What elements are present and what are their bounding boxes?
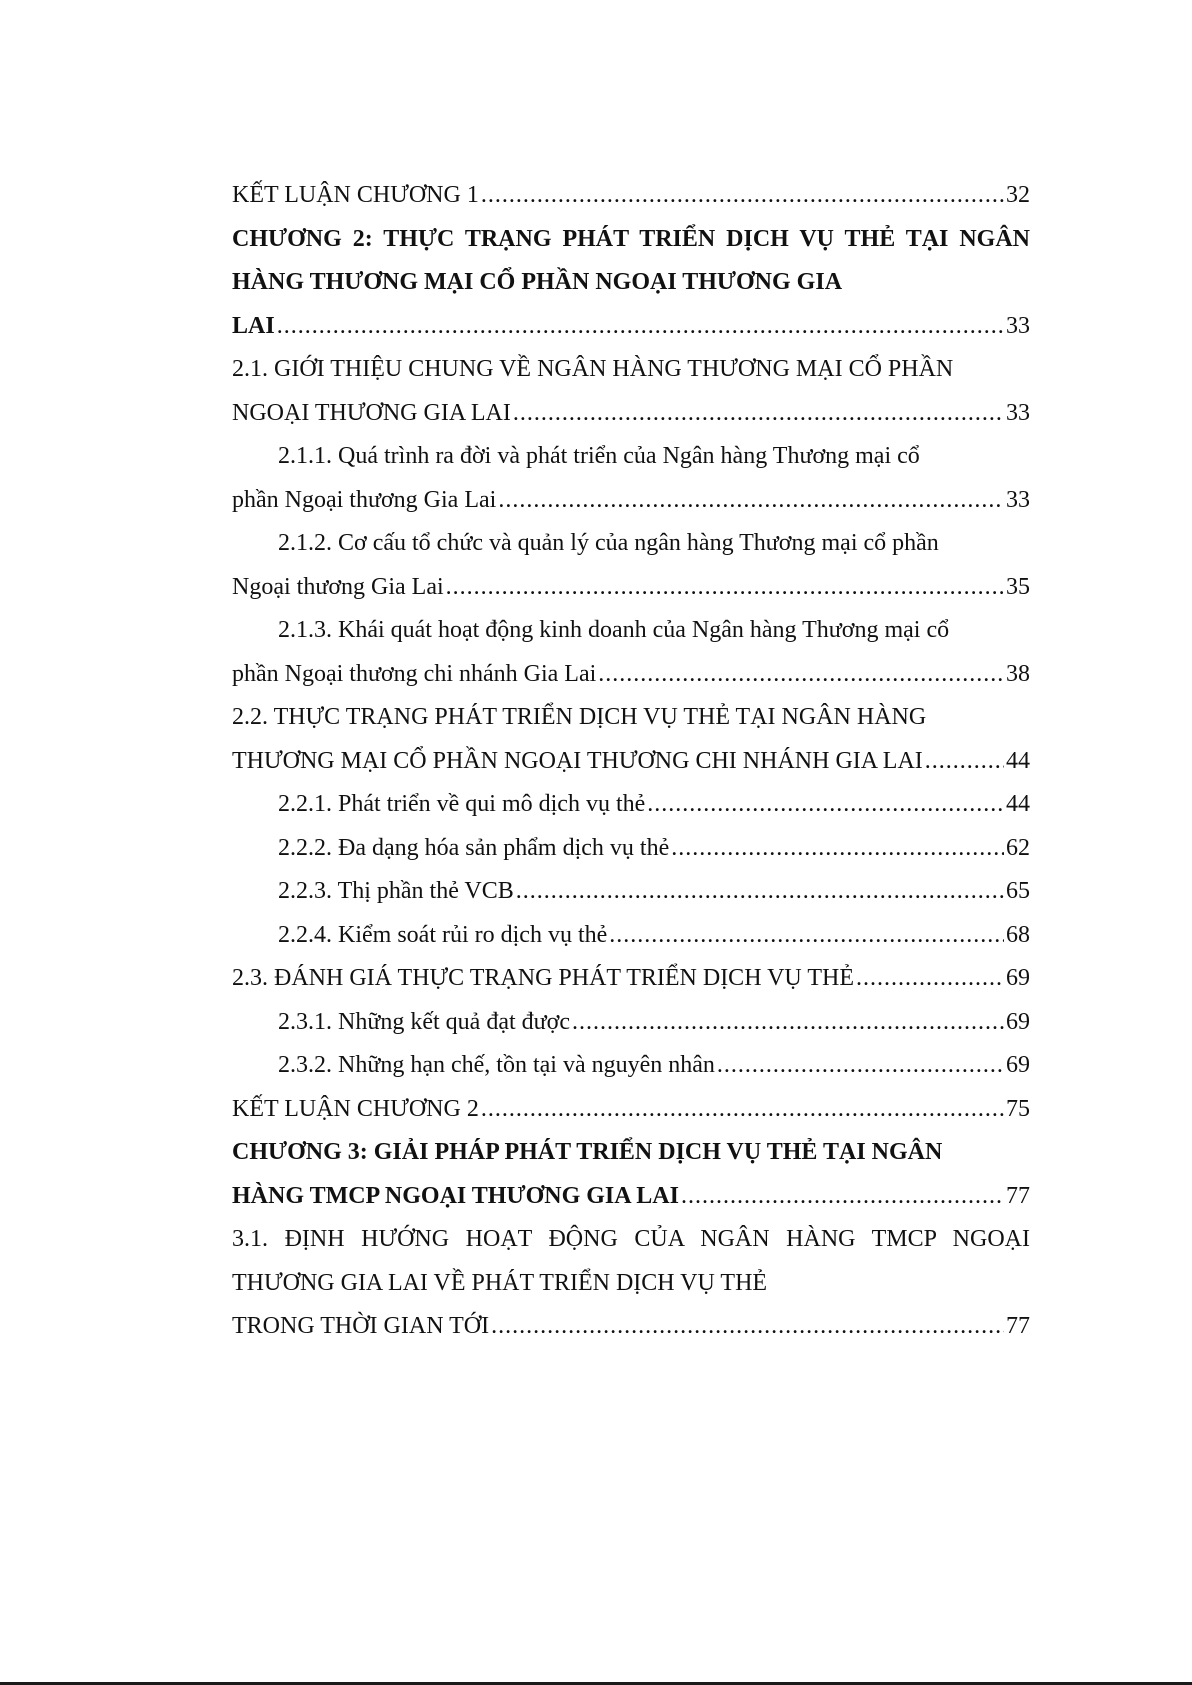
toc-entry-title-lead: 2.1.2. Cơ cấu tổ chức và quản lý của ngân hàng Thương mại cổ phần — [278, 530, 939, 556]
toc-entry-title-lead: CHƯƠNG 3: GIẢI PHÁP PHÁT TRIỂN DỊCH VỤ THẺ TẠI NGÂN — [232, 1139, 943, 1165]
toc-entry-line — [232, 740, 1030, 784]
toc-entry[interactable] — [232, 1131, 1030, 1218]
dot-leader — [717, 1044, 1004, 1088]
toc-entry-line — [232, 392, 1030, 436]
toc-entry-title: 2.3. ĐÁNH GIÁ THỰC TRẠNG PHÁT TRIỂN DỊCH VỤ THẺ — [232, 965, 854, 991]
dot-leader — [925, 740, 1004, 784]
toc-entry[interactable] — [232, 174, 1030, 218]
toc-entry-title: LAI — [232, 312, 275, 339]
toc-entry-title: phần Ngoại thương chi nhánh Gia Lai — [232, 660, 597, 687]
toc-entry[interactable] — [232, 1088, 1030, 1132]
dot-leader — [498, 479, 1004, 523]
toc-entry-title: TRONG THỜI GIAN TỚI — [232, 1313, 490, 1339]
dot-leader — [598, 653, 1004, 697]
toc-page-number: 68 — [1006, 921, 1030, 948]
toc-entry-title: 2.3.1. Những kết quả đạt được — [278, 1008, 570, 1035]
toc-entry-title: THƯƠNG MẠI CỔ PHẦN NGOẠI THƯƠNG CHI NHÁNH GIA LAI — [232, 747, 923, 774]
dot-leader — [481, 174, 1004, 218]
toc-entry-title: NGOẠI THƯƠNG GIA LAI — [232, 399, 511, 426]
toc-entry-line — [232, 1001, 1030, 1045]
toc-page-number: 35 — [1006, 573, 1030, 600]
toc-entry[interactable] — [232, 1001, 1030, 1045]
toc-page-number: 32 — [1006, 182, 1030, 208]
toc-entry-title-lead: 3.1. ĐỊNH HƯỚNG HOẠT ĐỘNG CỦA NGÂN HÀNG TMCP NGOẠI THƯƠNG GIA LAI VỀ PHÁT TRIỂN DỊCH VỤ THẺ — [232, 1226, 1030, 1296]
toc-entry-line — [232, 1088, 1030, 1132]
toc-entry[interactable] — [232, 957, 1030, 1001]
dot-leader — [516, 870, 1004, 914]
toc-entry-title: 2.2.4. Kiểm soát rủi ro dịch vụ thẻ — [278, 921, 608, 948]
toc-page-number: 69 — [1006, 1052, 1030, 1078]
toc-entry-line — [232, 1175, 1030, 1219]
toc-page-number: 65 — [1006, 878, 1030, 904]
toc-entry[interactable] — [232, 522, 1030, 609]
toc-entry-title: 2.2.2. Đa dạng hóa sản phẩm dịch vụ thẻ — [278, 834, 670, 861]
dot-leader — [491, 1305, 1004, 1349]
toc-entry-line — [232, 914, 1030, 958]
dot-leader — [856, 957, 1004, 1001]
toc-entry-line — [232, 783, 1030, 827]
toc-page-number: 77 — [1006, 1313, 1030, 1339]
toc-page-number: 44 — [1006, 747, 1030, 774]
dot-leader — [671, 827, 1004, 871]
toc-entry-line — [232, 870, 1030, 914]
dot-leader — [572, 1001, 1004, 1045]
toc-entry[interactable] — [232, 218, 1030, 349]
toc-entry-line — [232, 305, 1030, 349]
toc-entry-line — [232, 1305, 1030, 1349]
toc-entry[interactable] — [232, 696, 1030, 783]
toc-entry[interactable] — [232, 914, 1030, 958]
toc-entry[interactable] — [232, 348, 1030, 435]
toc-entry-title: KẾT LUẬN CHƯƠNG 2 — [232, 1095, 479, 1122]
toc-entry[interactable] — [232, 783, 1030, 827]
toc-page-number: 77 — [1006, 1182, 1030, 1209]
toc-entry-title: 2.2.3. Thị phần thẻ VCB — [278, 878, 514, 904]
table-of-contents — [232, 174, 1030, 1349]
dot-leader — [609, 914, 1004, 958]
toc-entry-title-lead: 2.1.3. Khái quát hoạt động kinh doanh của Ngân hàng Thương mại cổ — [278, 617, 950, 643]
toc-page-number: 38 — [1006, 660, 1030, 687]
toc-entry-line — [232, 479, 1030, 523]
toc-entry-line — [232, 1044, 1030, 1088]
toc-entry-title-lead: 2.2. THỰC TRẠNG PHÁT TRIỂN DỊCH VỤ THẺ TẠI NGÂN HÀNG — [232, 704, 927, 730]
toc-entry[interactable] — [232, 870, 1030, 914]
toc-entry-title: HÀNG TMCP NGOẠI THƯƠNG GIA LAI — [232, 1182, 679, 1209]
toc-entry[interactable] — [232, 827, 1030, 871]
toc-entry-title: Ngoại thương Gia Lai — [232, 573, 444, 600]
toc-entry-title: phần Ngoại thương Gia Lai — [232, 486, 497, 513]
toc-page-number: 33 — [1006, 312, 1030, 339]
toc-entry[interactable] — [232, 1218, 1030, 1349]
toc-page-number: 44 — [1006, 791, 1030, 817]
toc-entry-title-lead: 2.1. GIỚI THIỆU CHUNG VỀ NGÂN HÀNG THƯƠNG MẠI CỔ PHẦN — [232, 356, 954, 382]
toc-entry-line — [232, 174, 1030, 218]
dot-leader — [277, 305, 1004, 349]
dot-leader — [647, 783, 1004, 827]
toc-entry-title-lead: CHƯƠNG 2: THỰC TRẠNG PHÁT TRIỂN DỊCH VỤ THẺ TẠI NGÂN HÀNG THƯƠNG MẠI CỔ PHẦN NGOẠI THƯƠNG GIA — [232, 225, 1030, 295]
toc-entry[interactable] — [232, 1044, 1030, 1088]
toc-entry-line — [232, 566, 1030, 610]
toc-page-number: 75 — [1006, 1095, 1030, 1122]
toc-entry-line — [232, 653, 1030, 697]
toc-page-number: 33 — [1006, 399, 1030, 426]
dot-leader — [513, 392, 1004, 436]
toc-entry-title: KẾT LUẬN CHƯƠNG 1 — [232, 182, 479, 208]
dot-leader — [446, 566, 1004, 610]
dot-leader — [681, 1175, 1004, 1219]
toc-page-number: 69 — [1006, 1008, 1030, 1035]
toc-page-number: 33 — [1006, 486, 1030, 513]
toc-entry[interactable] — [232, 609, 1030, 696]
toc-entry-title-lead: 2.1.1. Quá trình ra đời và phát triển của Ngân hàng Thương mại cổ — [278, 443, 920, 469]
toc-entry-title: 2.2.1. Phát triển về qui mô dịch vụ thẻ — [278, 791, 646, 817]
toc-page-number: 69 — [1006, 965, 1030, 991]
toc-entry-title: 2.3.2. Những hạn chế, tồn tại và nguyên nhân — [278, 1052, 715, 1078]
toc-entry-line — [232, 957, 1030, 1001]
toc-page-number: 62 — [1006, 834, 1030, 861]
dot-leader — [481, 1088, 1004, 1132]
toc-entry-line — [232, 827, 1030, 871]
toc-entry[interactable] — [232, 435, 1030, 522]
